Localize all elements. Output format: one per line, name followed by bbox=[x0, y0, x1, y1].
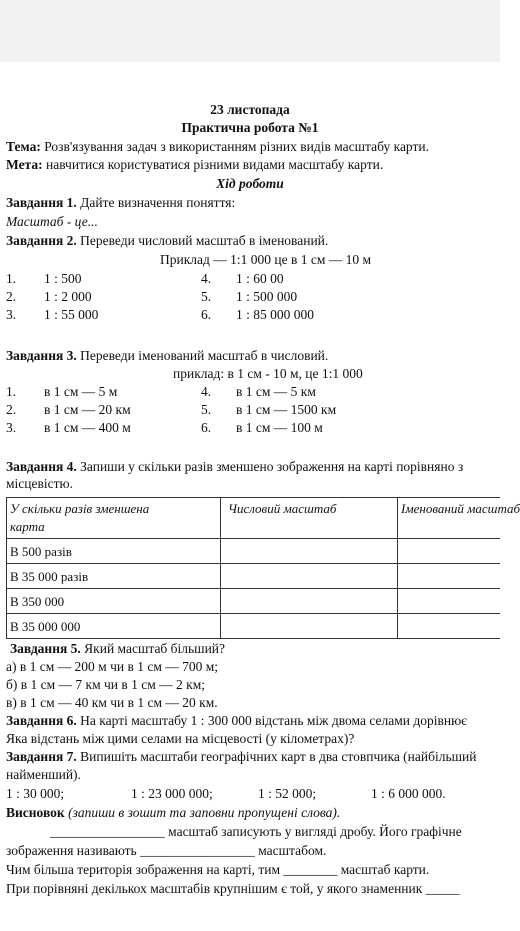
conclusion-line: При порівняні декількох масштабів крупнішим є той, у якого знаменник _____ bbox=[6, 881, 460, 896]
table-header-reduction-continued: карта bbox=[10, 519, 45, 534]
task6-text: На карті масштабу 1 : 300 000 відстань між двома селами дорівнює bbox=[80, 713, 467, 728]
scale-value: 1 : 6 000 000. bbox=[371, 786, 446, 801]
task6-heading bbox=[6, 713, 467, 729]
task1-label: Завдання 1. bbox=[6, 195, 77, 210]
list-item: а) в 1 см — 200 м чи в 1 см — 700 м; bbox=[6, 659, 219, 674]
topic-line bbox=[6, 139, 429, 155]
task2-label: Завдання 2. bbox=[6, 233, 77, 248]
task7-text-continued: найменший). bbox=[6, 767, 81, 782]
task2-item-num: 1. bbox=[6, 271, 17, 286]
task5-label: Завдання 5. bbox=[10, 641, 81, 656]
task3-item-num: 1. bbox=[6, 384, 17, 399]
progress-heading: Хід роботи bbox=[216, 176, 284, 191]
task4-text-continued: місцевістю. bbox=[6, 476, 73, 491]
conclusion-label: Висновок bbox=[6, 805, 65, 820]
conclusion-line: зображення називають _________________ масштабом. bbox=[6, 843, 327, 858]
task1-heading bbox=[6, 195, 235, 211]
scale-value: 1 : 30 000; bbox=[6, 786, 65, 801]
task2-heading bbox=[6, 233, 328, 249]
task4-heading bbox=[6, 459, 463, 475]
task3-item-value: в 1 см — 20 км bbox=[44, 402, 131, 417]
task2-item-value: 1 : 2 000 bbox=[44, 289, 92, 304]
task2-text: Переведи числовий масштаб в іменований. bbox=[80, 233, 329, 248]
list-item: в) в 1 см — 40 км чи в 1 см — 20 км. bbox=[6, 695, 218, 710]
task2-item-value: 1 : 85 000 000 bbox=[236, 307, 315, 322]
date-heading: 23 листопада bbox=[210, 102, 290, 117]
task3-item-value: в 1 см — 5 км bbox=[236, 384, 316, 399]
task3-item-value: в 1 см — 400 м bbox=[44, 420, 131, 435]
conclusion-line: Чим більша територія зображення на карті, тим ________ масштаб карти. bbox=[6, 862, 430, 877]
table-row: В 500 разів bbox=[10, 544, 72, 559]
task3-item-num: 4. bbox=[201, 384, 212, 399]
goal-label: Мета: bbox=[6, 157, 43, 172]
worksheet-page bbox=[0, 62, 520, 931]
goal-text: навчитися користуватися різними видами масштабу карти. bbox=[45, 157, 384, 172]
table-header-reduction: У скільки разів зменшена bbox=[10, 501, 150, 516]
task2-item-value: 1 : 60 00 bbox=[236, 271, 284, 286]
task2-item-value: 1 : 500 bbox=[44, 271, 82, 286]
task5-heading bbox=[10, 641, 225, 657]
task3-label: Завдання 3. bbox=[6, 348, 77, 363]
task3-heading bbox=[6, 348, 328, 364]
list-item: б) в 1 см — 7 км чи в 1 см — 2 км; bbox=[6, 677, 206, 692]
task2-item-num: 6. bbox=[201, 307, 212, 322]
conclusion-note: (запиши в зошит та заповни пропущені слова). bbox=[68, 805, 341, 820]
task3-item-num: 5. bbox=[201, 402, 212, 417]
task3-item-num: 6. bbox=[201, 420, 212, 435]
task4-text: Запиши у скільки разів зменшено зображення на карті порівняно з bbox=[80, 459, 464, 474]
task3-item-value: в 1 см — 5 м bbox=[44, 384, 118, 399]
task1-text: Дайте визначення поняття: bbox=[80, 195, 236, 210]
table-header-named-scale: Іменований масштаб bbox=[401, 501, 520, 516]
task3-item-value: в 1 см — 100 м bbox=[236, 420, 323, 435]
task2-example: Приклад — 1:1 000 це в 1 см — 10 м bbox=[160, 252, 372, 267]
task7-heading bbox=[6, 749, 476, 765]
table-row: В 35 000 разів bbox=[10, 569, 89, 584]
scale-value: 1 : 23 000 000; bbox=[131, 786, 213, 801]
task2-item-num: 4. bbox=[201, 271, 212, 286]
table-header-numeric-scale: Числовий масштаб bbox=[228, 501, 337, 516]
conclusion-heading bbox=[6, 805, 340, 821]
task5-text: Який масштаб більший? bbox=[84, 641, 226, 656]
top-bar bbox=[0, 0, 500, 62]
topic-text: Розв'язування задач з використанням різних видів масштабу карти. bbox=[44, 139, 430, 154]
topic-label: Тема: bbox=[6, 139, 41, 154]
task7-text: Випишіть масштаби географічних карт в два стовпчика (найбільший bbox=[80, 749, 477, 764]
task4-label: Завдання 4. bbox=[6, 459, 77, 474]
task3-item-value: в 1 см — 1500 км bbox=[236, 402, 337, 417]
task7-label: Завдання 7. bbox=[6, 749, 77, 764]
work-title: Практична робота №1 bbox=[181, 120, 319, 135]
task3-item-num: 3. bbox=[6, 420, 17, 435]
task2-item-num: 2. bbox=[6, 289, 17, 304]
task6-label: Завдання 6. bbox=[6, 713, 77, 728]
task3-item-num: 2. bbox=[6, 402, 17, 417]
table-row: В 35 000 000 bbox=[10, 619, 81, 634]
scale-value: 1 : 52 000; bbox=[258, 786, 317, 801]
task3-example: приклад: в 1 см - 10 м, це 1:1 000 bbox=[173, 366, 363, 381]
conclusion-line: _________________ масштаб записують у вигляді дробу. Його графічне bbox=[50, 824, 462, 839]
task3-text: Переведи іменований масштаб в числовий. bbox=[80, 348, 329, 363]
task2-item-num: 5. bbox=[201, 289, 212, 304]
table-row: В 350 000 bbox=[10, 594, 65, 609]
task2-item-value: 1 : 500 000 bbox=[236, 289, 298, 304]
task1-line: Масштаб - це... bbox=[6, 214, 98, 229]
goal-line bbox=[6, 157, 383, 173]
task6-text-continued: Яка відстань між цими селами на місцевості (у кілометрах)? bbox=[6, 731, 355, 746]
task2-item-value: 1 : 55 000 bbox=[44, 307, 99, 322]
task2-item-num: 3. bbox=[6, 307, 17, 322]
